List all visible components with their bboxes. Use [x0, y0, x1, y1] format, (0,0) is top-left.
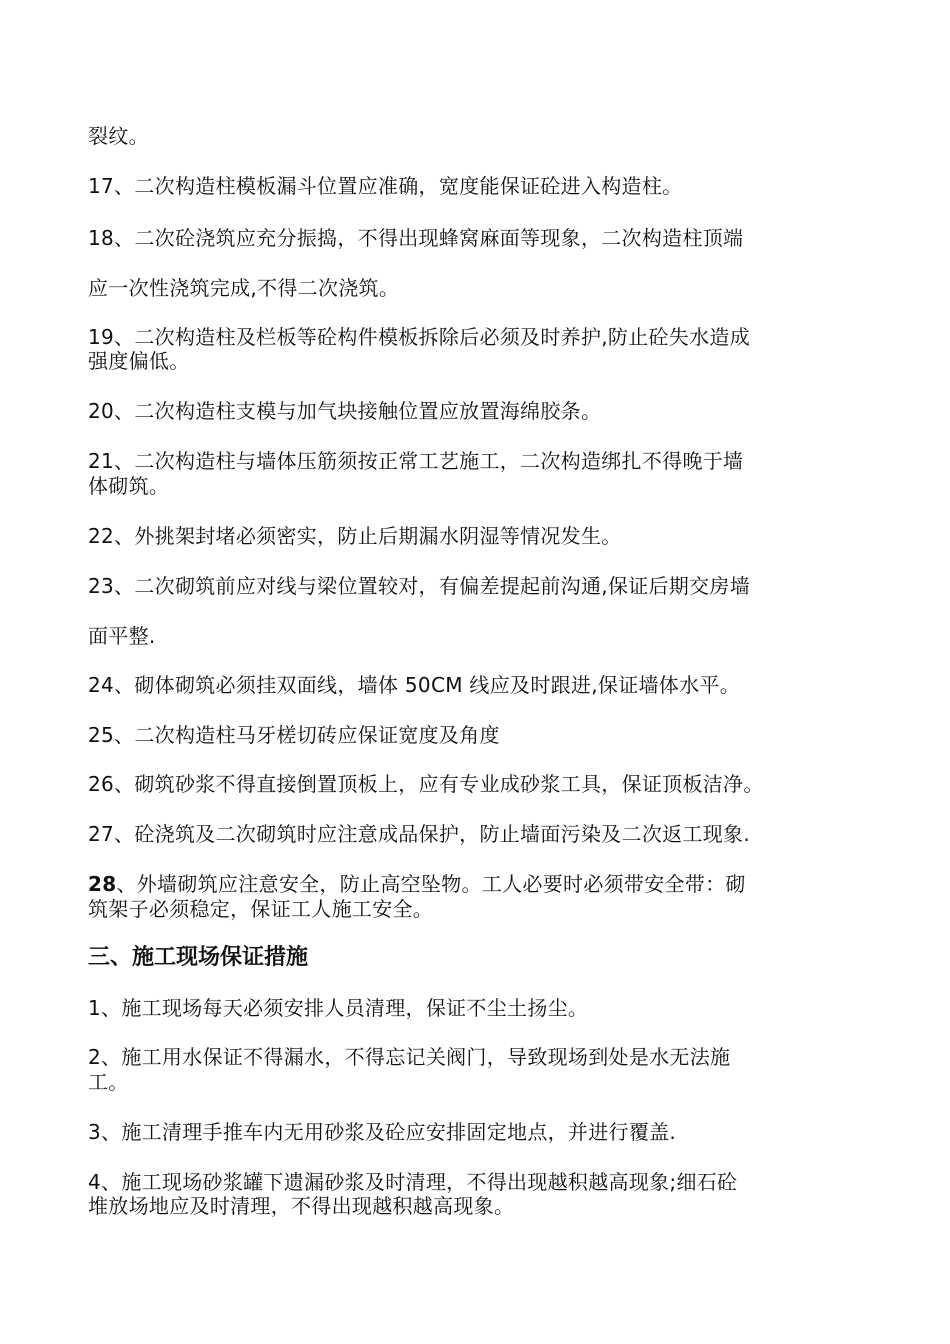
item-17: 17、二次构造柱模板漏斗位置应准确，宽度能保证砼进入构造柱。	[88, 174, 683, 198]
item-28-text: 、外墙砌筑应注意安全，防止高空坠物。工人必要时必须带安全带：砌	[116, 872, 746, 896]
measure-3: 3、施工清理手推车内无用砂浆及砼应安排固定地点，并进行覆盖.	[88, 1120, 677, 1144]
item-18: 18、二次砼浇筑应充分振捣，不得出现蜂窝麻面等现象，二次构造柱顶端	[88, 226, 744, 250]
measure-2-cont: 工。	[88, 1070, 129, 1094]
item-21: 21、二次构造柱与墙体压筋须按正常工艺施工，二次构造绑扎不得晚于墙	[88, 449, 744, 473]
measure-1: 1、施工现场每天必须安排人员清理，保证不尘土扬尘。	[88, 996, 589, 1020]
item-23: 23、二次砌筑前应对线与梁位置较对，有偏差提起前沟通,保证后期交房墙	[88, 574, 751, 598]
item-27: 27、砼浇筑及二次砌筑时应注意成品保护，防止墙面污染及二次返工现象.	[88, 822, 751, 846]
item-28-cont: 筑架子必须稳定，保证工人施工安全。	[88, 897, 434, 921]
item-22: 22、外挑架封堵必须密实，防止后期漏水阴湿等情况发生。	[88, 524, 622, 548]
item-28	[88, 872, 878, 896]
item-23-cont: 面平整.	[88, 624, 156, 648]
item-19: 19、二次构造柱及栏板等砼构件模板拆除后必须及时养护,防止砼失水造成	[88, 325, 751, 349]
item-19-cont: 强度偏低。	[88, 349, 190, 373]
measure-4: 4、施工现场砂浆罐下遗漏砂浆及时清理，不得出现越积越高现象;细石砼	[88, 1170, 738, 1194]
item-28-number: 28	[88, 872, 117, 896]
item-18-cont: 应一次性浇筑完成,不得二次浇筑。	[88, 276, 400, 300]
item-24: 24、砌体砌筑必须挂双面线，墙体 50CM 线应及时跟进,保证墙体水平。	[88, 673, 740, 697]
item-20: 20、二次构造柱支模与加气块接触位置应放置海绵胶条。	[88, 399, 602, 423]
item-26: 26、砌筑砂浆不得直接倒置顶板上，应有专业成砂浆工具，保证顶板洁净。	[88, 772, 764, 796]
measure-4-cont: 堆放场地应及时清理，不得出现越积越高现象。	[88, 1194, 515, 1218]
item-21-cont: 体砌筑。	[88, 474, 170, 498]
item-25: 25、二次构造柱马牙槎切砖应保证宽度及角度	[88, 723, 500, 747]
text-line: 裂纹。	[88, 124, 149, 148]
measure-2: 2、施工用水保证不得漏水，不得忘记关阀门，导致现场到处是水无法施	[88, 1045, 731, 1069]
section-heading: 三、施工现场保证措施	[88, 945, 309, 970]
